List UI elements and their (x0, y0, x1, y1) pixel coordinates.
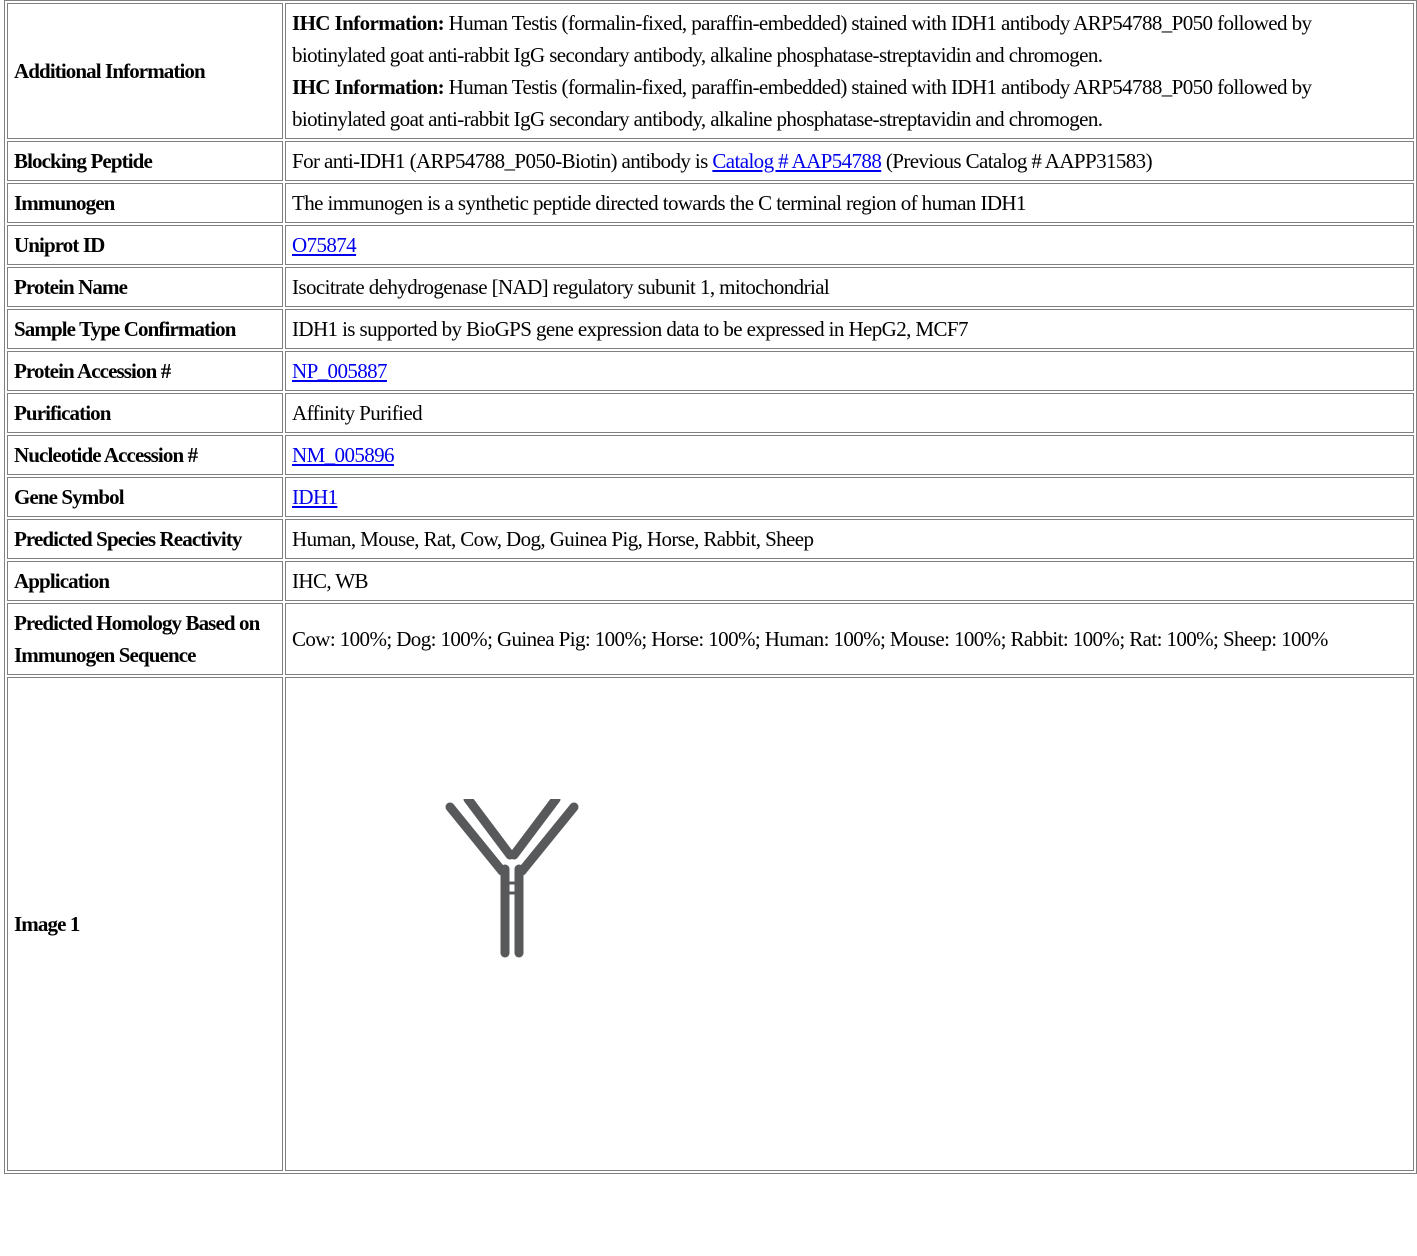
row-uniprot-id (7, 225, 1414, 265)
immunogen-value: The immunogen is a synthetic peptide directed towards the C terminal region of human IDH1 (285, 183, 1414, 223)
application-label: Application (7, 561, 283, 601)
protein-name-value: Isocitrate dehydrogenase [NAD] regulatory subunit 1, mitochondrial (285, 267, 1414, 307)
product-spec-table (4, 0, 1417, 1174)
sample-type-value: IDH1 is supported by BioGPS gene expression data to be expressed in HepG2, MCF7 (285, 309, 1414, 349)
gene-symbol-link[interactable]: IDH1 (292, 485, 338, 509)
predicted-homology-value: Cow: 100%; Dog: 100%; Guinea Pig: 100%; Horse: 100%; Human: 100%; Mouse: 100%; Rabbit: 100%; Rat: 100%; Sheep: 100% (285, 603, 1414, 675)
gene-symbol-value (285, 477, 1414, 517)
image-1-cell (285, 677, 1414, 1171)
nucleotide-accession-link[interactable]: NM_005896 (292, 443, 394, 467)
row-immunogen (7, 183, 1414, 223)
purification-value: Affinity Purified (285, 393, 1414, 433)
gene-symbol-label: Gene Symbol (7, 477, 283, 517)
ihc-info-text: Human Testis (formalin-fixed, paraffin-embedded) stained with IDH1 antibody ARP54788_P050 followed by biotinylated goat anti-rabbit IgG secondary antibody, alkaline phosphatase-streptavidin and chromogen. (292, 75, 1312, 131)
row-blocking-peptide (7, 141, 1414, 181)
predicted-homology-label: Predicted Homology Based on Immunogen Sequence (7, 603, 283, 675)
purification-label: Purification (7, 393, 283, 433)
nucleotide-accession-value (285, 435, 1414, 475)
protein-accession-label: Protein Accession # (7, 351, 283, 391)
ihc-info-heading: IHC Information: (292, 11, 444, 35)
immunogen-label: Immunogen (7, 183, 283, 223)
blocking-peptide-suffix: (Previous Catalog # AAPP31583) (881, 149, 1152, 173)
blocking-peptide-label: Blocking Peptide (7, 141, 283, 181)
ihc-info-text: Human Testis (formalin-fixed, paraffin-embedded) stained with IDH1 antibody ARP54788_P050 followed by biotinylated goat anti-rabbit IgG secondary antibody, alkaline phosphatase-streptavidin and chromogen. (292, 11, 1312, 67)
additional-information-value (285, 3, 1414, 139)
uniprot-id-label: Uniprot ID (7, 225, 283, 265)
row-gene-symbol (7, 477, 1414, 517)
row-application (7, 561, 1414, 601)
row-purification (7, 393, 1414, 433)
blocking-peptide-value (285, 141, 1414, 181)
row-predicted-homology (7, 603, 1414, 675)
ihc-info-block (292, 71, 1407, 135)
nucleotide-accession-label: Nucleotide Accession # (7, 435, 283, 475)
catalog-link[interactable]: Catalog # AAP54788 (712, 149, 882, 173)
antibody-icon (442, 799, 582, 959)
predicted-species-label: Predicted Species Reactivity (7, 519, 283, 559)
ihc-info-heading: IHC Information: (292, 75, 444, 99)
uniprot-link[interactable]: O75874 (292, 233, 357, 257)
uniprot-id-value (285, 225, 1414, 265)
protein-name-label: Protein Name (7, 267, 283, 307)
ihc-info-block (292, 7, 1407, 71)
blocking-peptide-prefix: For anti-IDH1 (ARP54788_P050-Biotin) antibody is (292, 149, 713, 173)
row-nucleotide-accession (7, 435, 1414, 475)
image-1-label: Image 1 (7, 677, 283, 1171)
row-image-1 (7, 677, 1414, 1171)
application-value: IHC, WB (285, 561, 1414, 601)
row-sample-type (7, 309, 1414, 349)
row-additional-information (7, 3, 1414, 139)
row-protein-name (7, 267, 1414, 307)
row-predicted-species (7, 519, 1414, 559)
sample-type-label: Sample Type Confirmation (7, 309, 283, 349)
predicted-species-value: Human, Mouse, Rat, Cow, Dog, Guinea Pig, Horse, Rabbit, Sheep (285, 519, 1414, 559)
protein-accession-link[interactable]: NP_005887 (292, 359, 387, 383)
additional-information-label: Additional Information (7, 3, 283, 139)
image-1-container (292, 681, 1407, 1167)
row-protein-accession (7, 351, 1414, 391)
protein-accession-value (285, 351, 1414, 391)
